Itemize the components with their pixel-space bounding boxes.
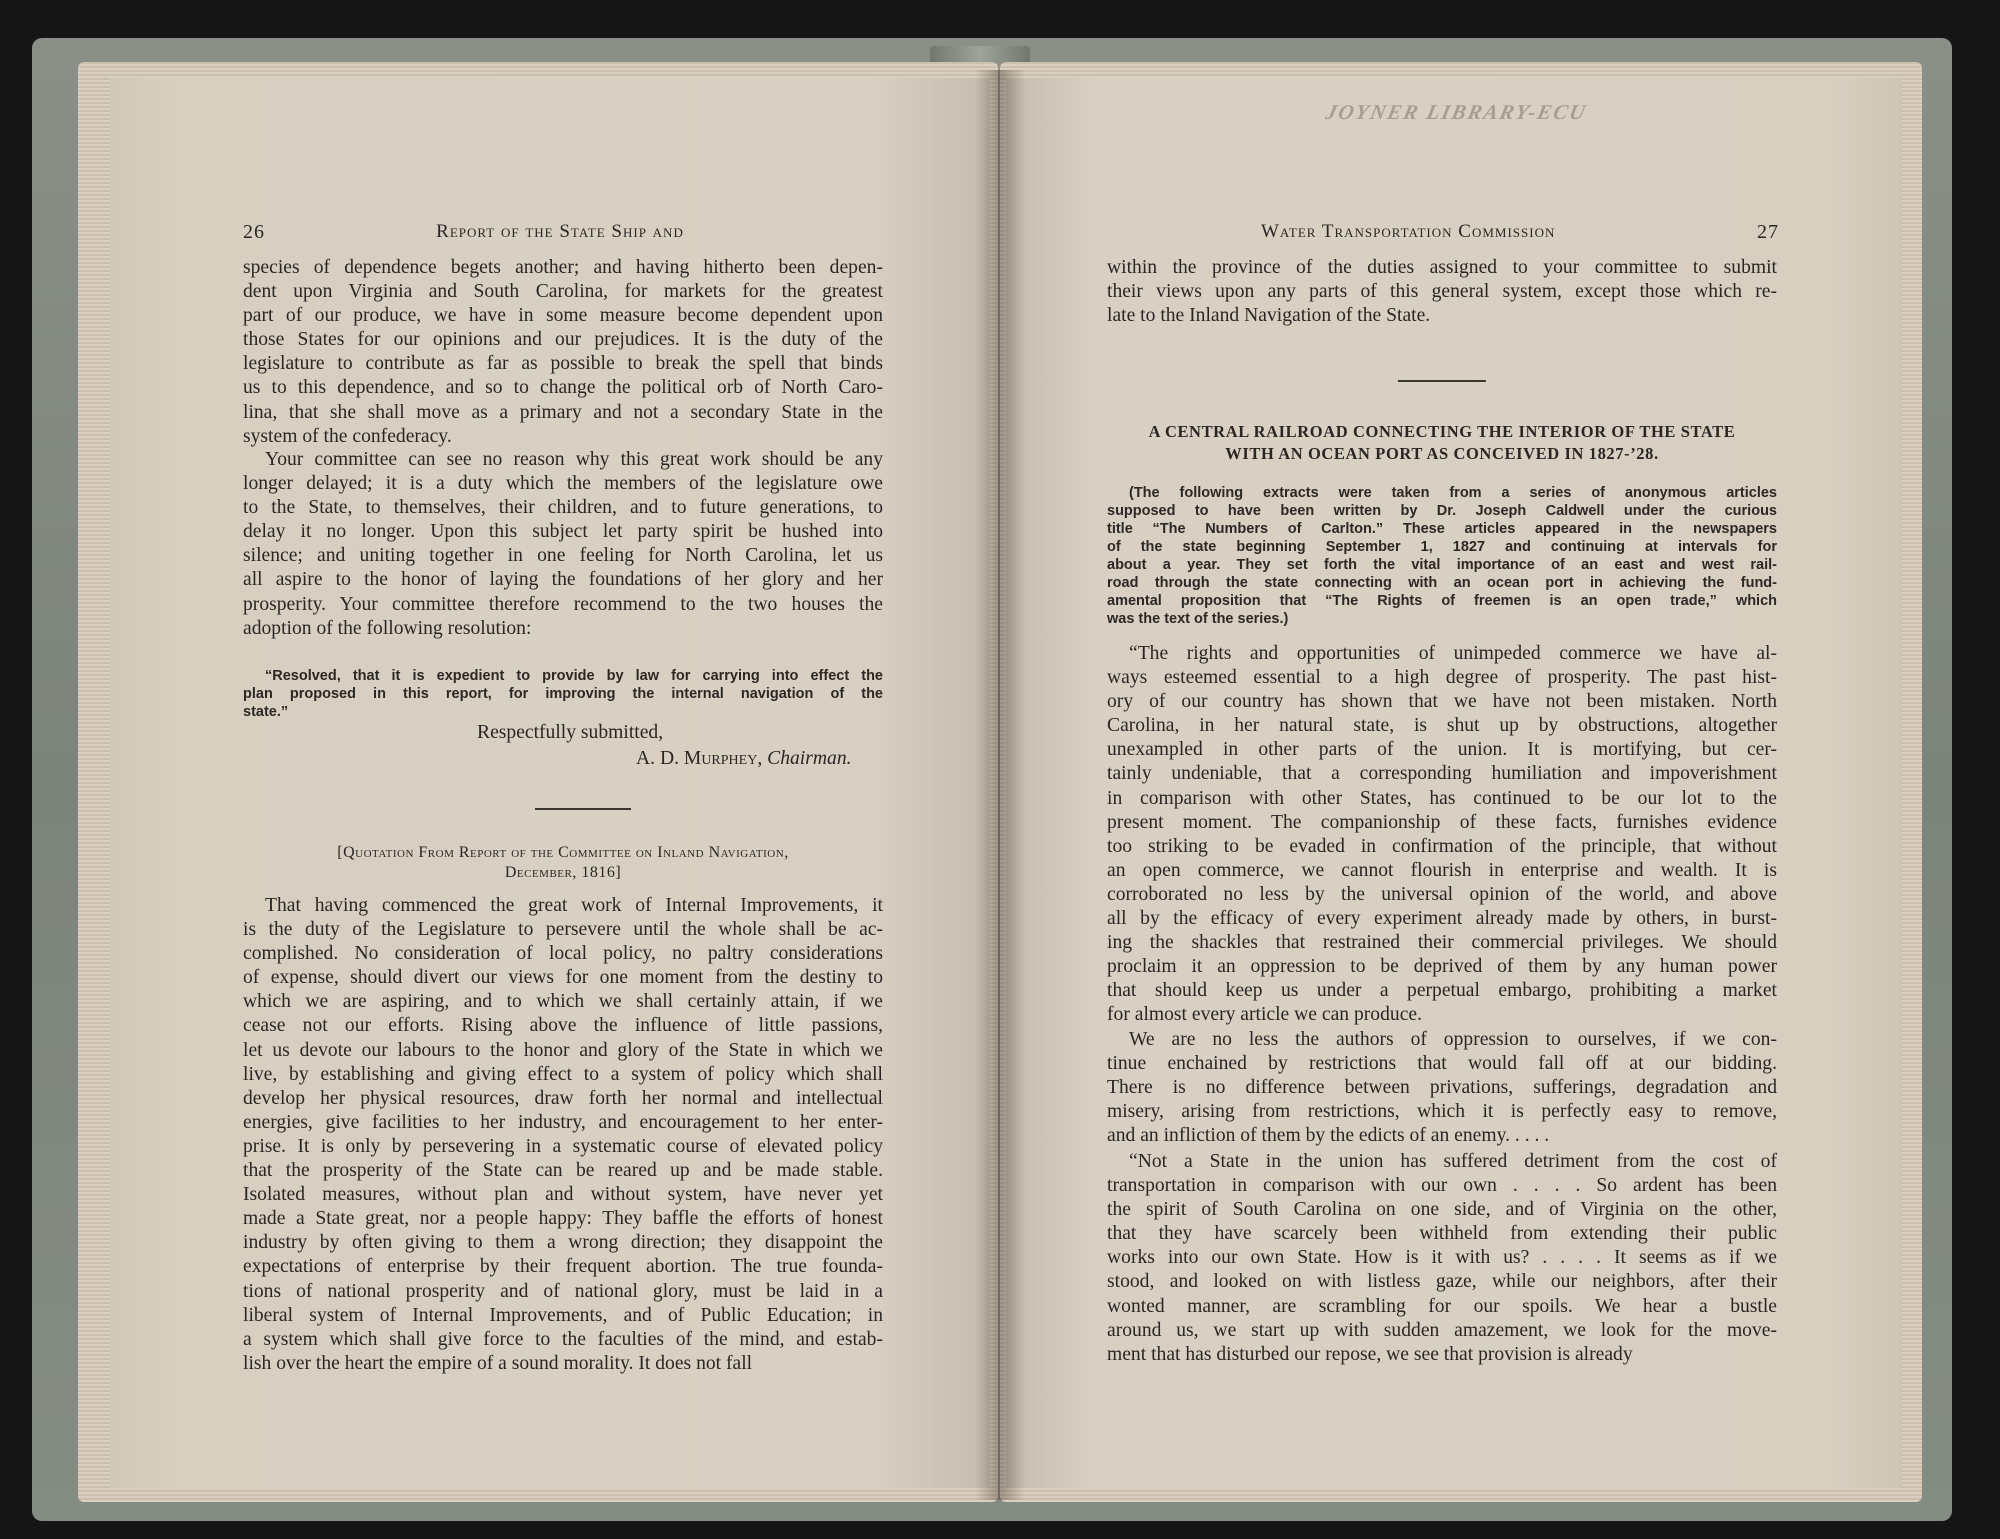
text-line: was the text of the series.) xyxy=(1107,611,1289,627)
paragraph xyxy=(1107,1150,1777,1367)
text-line: road through the state connecting with an ocean port in achieving the fund- xyxy=(1107,575,1777,591)
text-line: tainly undeniable, that a corresponding humiliation and impoverishment xyxy=(1107,763,1777,785)
text-line: lish over the heart the empire of a sound morality. It does not fall xyxy=(243,1352,753,1374)
text-line: state.” xyxy=(243,704,289,720)
text-line: about a year. They set forth the vital importance of an east and west rail- xyxy=(1107,557,1777,573)
text-line: wonted manner, are scrambling for our spoils. We hear a bustle xyxy=(1107,1295,1777,1317)
text-line: made a State great, nor a people happy: They baffle the efforts of honest xyxy=(243,1208,883,1230)
text-line: liberal system of Internal Improvements, and of Public Education; in xyxy=(243,1304,883,1326)
paragraph xyxy=(243,894,883,1376)
text-line: dent upon Virginia and South Carolina, for markets for the greatest xyxy=(243,281,883,303)
text-line: ory of our country has shown that we have not been mistaken. North xyxy=(1107,691,1777,713)
text-line: complished. No consideration of local policy, no paltry considerations xyxy=(243,943,883,965)
text-line: tinue enchained by restrictions that would fall off at our bidding. xyxy=(1107,1053,1777,1075)
text-line: all by the efficacy of every experiment already made by others, in burst- xyxy=(1107,908,1777,930)
text-line: energies, give facilities to her industry, and encouragement to her enter- xyxy=(243,1111,883,1133)
text-line: late to the Inland Navigation of the State. xyxy=(1107,305,1431,327)
text-line: an open commerce, we cannot flourish in enterprise and wealth. It is xyxy=(1107,859,1777,881)
signature-name: A. D. Murphey, xyxy=(636,748,763,769)
text-line: too striking to be evaded in confirmation of the principle, that without xyxy=(1107,835,1777,857)
text-line: title “The Numbers of Carlton.” These articles appeared in the newspapers xyxy=(1107,521,1777,537)
text-line: amental proposition that “The Rights of freemen is an open trade,” which xyxy=(1107,593,1777,609)
text-line: Carolina, in her natural state, is shut up by obstructions, altogether xyxy=(1107,715,1777,737)
text-line: those States for our opinions and our prejudices. It is the duty of the xyxy=(243,329,883,351)
text-line: is the duty of the Legislature to persevere until the whole shall be ac- xyxy=(243,919,883,941)
text-line: ment that has disturbed our repose, we see that provision is already xyxy=(1107,1343,1633,1365)
text-line: works into our own State. How is it with us? . . . . It seems as if we xyxy=(1107,1247,1777,1269)
text-line: ing the shackles that restrained their commercial privileges. We should xyxy=(1107,932,1777,954)
section-heading-line: WITH AN OCEAN PORT AS CONCEIVED IN 1827-’28. xyxy=(1225,444,1659,463)
text-line: supposed to have been written by Dr. Joseph Caldwell under the curious xyxy=(1107,503,1777,519)
text-line: Your committee can see no reason why this great work should be any xyxy=(265,449,883,470)
text-line: prise. It is only by persevering in a systematic course of elevated policy xyxy=(243,1135,883,1157)
text-line: industry by often giving to them a wrong direction; they disappoint the xyxy=(243,1232,883,1254)
text-line: that the prosperity of the State can be reared up and be made stable. xyxy=(243,1160,883,1182)
running-head: Water Transportation Commission xyxy=(1261,221,1556,242)
text-line: their views upon any parts of this general system, except those which re- xyxy=(1107,281,1777,303)
quotation-heading-line: [Quotation From Report of the Committee on Inland Navigation, xyxy=(337,844,789,861)
text-line: ways esteemed essential to a high degree of prosperity. The past hist- xyxy=(1107,667,1777,689)
text-line: part of our produce, we have in some measure become dependent upon xyxy=(243,305,883,327)
text-line: unexampled in other parts of the union. It is mortifying, but cer- xyxy=(1107,739,1777,761)
text-line: expectations of enterprise by their frequent abortion. The true founda- xyxy=(243,1256,883,1278)
section-divider xyxy=(1398,380,1486,382)
editorial-note xyxy=(1107,484,1777,628)
text-line: adoption of the following resolution: xyxy=(243,617,532,639)
text-line: develop her physical resources, draw forth her normal and intellectual xyxy=(243,1087,883,1109)
text-line: We are no less the authors of oppression to ourselves, if we con- xyxy=(1129,1029,1777,1050)
section-heading xyxy=(1107,422,1777,464)
text-line: “The rights and opportunities of unimpeded commerce we have al- xyxy=(1129,643,1777,664)
paragraph xyxy=(1107,642,1777,1028)
signature-title: Chairman. xyxy=(767,748,852,769)
text-line: That having commenced the great work of Internal Improvements, it xyxy=(265,895,883,916)
text-line: silence; and uniting together in one feeling for North Carolina, let us xyxy=(243,545,883,567)
running-head: Report of the State Ship and xyxy=(436,221,684,242)
text-line: proclaim it an oppression to be deprived of them by any human power xyxy=(1107,956,1777,978)
text-line: plan proposed in this report, for improving the internal navigation of the xyxy=(243,686,883,702)
text-line: misery, arising from restrictions, which it is perfectly easy to remove, xyxy=(1107,1101,1777,1123)
book-gutter-shadow xyxy=(975,70,1025,1500)
text-line: transportation in comparison with our own . . . . So ardent has been xyxy=(1107,1175,1777,1197)
text-line: Isolated measures, without plan and without system, have never yet xyxy=(243,1184,883,1206)
text-line: delay it no longer. Upon this subject let party spirit be hushed into xyxy=(243,521,883,543)
resolution-quote xyxy=(243,667,883,721)
text-line: tions of national prosperity and of national glory, must be laid in a xyxy=(243,1280,883,1302)
text-line: “Resolved, that it is expedient to provide by law for carrying into effect the xyxy=(265,668,883,684)
text-line: which we are aspiring, and to which we shall certainly attain, if we xyxy=(243,991,883,1013)
quotation-heading-line: December, 1816] xyxy=(504,864,622,881)
text-line: us to this dependence, and so to change the political orb of North Caro- xyxy=(243,377,883,399)
text-line: “Not a State in the union has suffered detriment from the cost of xyxy=(1129,1151,1777,1172)
closing-line: Respectfully submitted, xyxy=(477,722,664,743)
section-heading-line: A CENTRAL RAILROAD CONNECTING THE INTERIOR OF THE STATE xyxy=(1148,422,1736,441)
text-line: lina, that she shall move as a primary and not a secondary State in the xyxy=(243,401,883,423)
text-line: within the province of the duties assigned to your committee to submit xyxy=(1107,257,1777,278)
text-line: a system which shall give force to the faculties of the mind, and estab- xyxy=(243,1328,883,1350)
text-line: the spirit of South Carolina on one side, and of Virginia on the other, xyxy=(1107,1199,1777,1221)
text-line: that they have scarcely been withheld from extending their public xyxy=(1107,1223,1777,1245)
text-line: let us devote our labours to the honor and glory of the State in which we xyxy=(243,1039,883,1061)
text-line: corroborated no less by the universal opinion of the world, and above xyxy=(1107,883,1777,905)
section-divider xyxy=(535,808,631,810)
text-line: of expense, should divert our views for one moment from the destiny to xyxy=(243,967,883,989)
text-line: that should keep us under a perpetual embargo, prohibiting a market xyxy=(1107,980,1777,1002)
page-number: 27 xyxy=(1757,221,1779,243)
text-line: There is no difference between privations, sufferings, degradation and xyxy=(1107,1077,1777,1099)
text-line: to the State, to themselves, their children, and to future generations, to xyxy=(243,497,883,519)
text-line: all aspire to the honor of laying the foundations of her glory and her xyxy=(243,569,883,591)
text-line: species of dependence begets another; and having hitherto been depen- xyxy=(243,257,883,278)
text-line: around us, we start up with sudden amazement, we look for the move- xyxy=(1107,1319,1777,1341)
text-line: in comparison with other States, has continued to be our lot to the xyxy=(1107,787,1777,809)
text-line: live, by establishing and giving effect to a system of policy which shall xyxy=(243,1063,883,1085)
library-stamp: JOYNER LIBRARY-ECU xyxy=(1323,100,1590,124)
text-line: longer delayed; it is a duty which the members of the legislature owe xyxy=(243,473,883,495)
right-page xyxy=(1006,78,1902,1488)
text-line: of the state beginning September 1, 1827 and continuing at intervals for xyxy=(1107,539,1777,555)
paragraph xyxy=(243,448,883,641)
text-line: and an infliction of them by the edicts of an enemy. . . . . xyxy=(1107,1125,1550,1147)
page-number: 26 xyxy=(243,221,265,243)
text-line: system of the confederacy. xyxy=(243,425,452,447)
signature xyxy=(636,748,852,770)
text-line: cease not our efforts. Rising above the influence of little passions, xyxy=(243,1015,883,1037)
text-line: prosperity. Your committee therefore recommend to the two houses the xyxy=(243,593,883,615)
quotation-heading xyxy=(243,844,883,882)
text-line: stood, and looked on with listless gaze, while our neighbors, after their xyxy=(1107,1271,1777,1293)
text-line: (The following extracts were taken from a series of anonymous articles xyxy=(1129,485,1777,501)
left-page xyxy=(110,78,990,1488)
text-line: legislature to contribute as far as possible to break the spell that binds xyxy=(243,353,883,375)
paragraph xyxy=(1107,256,1777,328)
text-line: for almost every article we can produce. xyxy=(1107,1004,1422,1026)
paragraph xyxy=(243,256,883,449)
paragraph xyxy=(1107,1028,1777,1148)
text-line: present moment. The companionship of these facts, furnishes evidence xyxy=(1107,811,1777,833)
